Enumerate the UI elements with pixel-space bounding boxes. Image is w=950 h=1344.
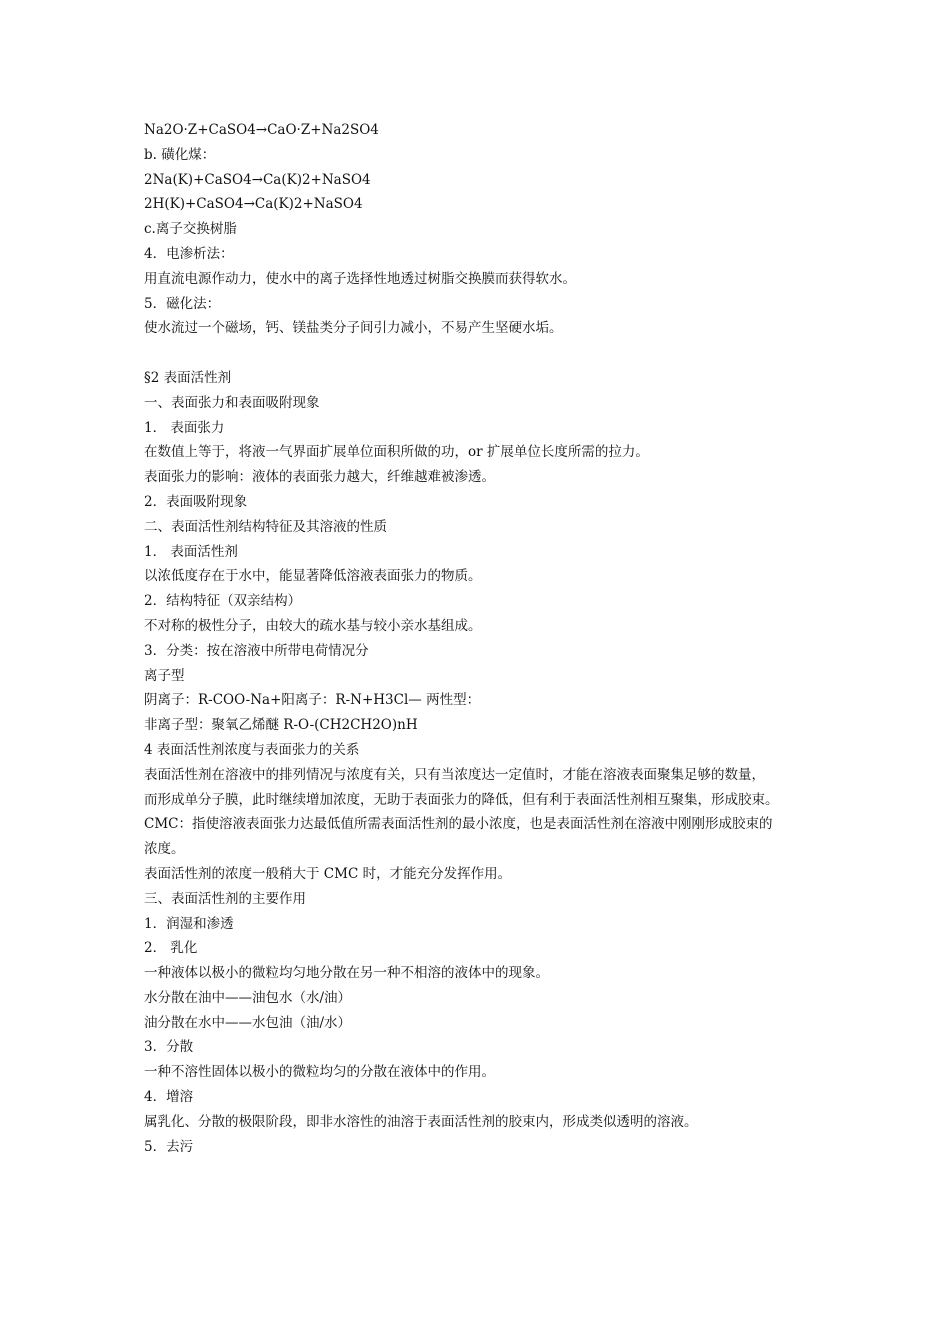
- section-heading: 4．电渗析法：: [144, 245, 234, 262]
- chapter-title: §2 表面活性剂: [144, 369, 232, 386]
- text-line: 浓度。: [144, 841, 185, 858]
- text-line: 表面活性剂的浓度一般稍大于 CMC 时，才能充分发挥作用。: [144, 865, 512, 882]
- subsection-heading: 3．分散: [144, 1039, 194, 1056]
- text-line: 2H(K)+CaSO4→Ca(K)2+NaSO4: [144, 196, 363, 213]
- text-line: 一种不溶性固体以极小的微粒均匀的分散在液体中的作用。: [144, 1064, 495, 1081]
- subsection-heading: 1． 表面活性剂: [144, 543, 238, 560]
- text-line: c.离子交换树脂: [144, 221, 237, 238]
- subsection-heading: 2． 乳化: [144, 940, 198, 957]
- paragraph-gap: [144, 341, 824, 366]
- text-line: 在数值上等于，将液一气界面扩展单位面积所做的功，or 扩展单位长度所需的拉力。: [144, 444, 649, 461]
- text-line: 2Na(K)+CaSO4→Ca(K)2+NaSO4: [144, 171, 371, 188]
- subsection-heading: 2．表面吸附现象: [144, 493, 248, 510]
- section-heading: 三、表面活性剂的主要作用: [144, 890, 306, 907]
- text-line: b. 磺化煤：: [144, 146, 216, 163]
- text-line: 非离子型：聚氧乙烯醚 R-O-(CH2CH2O)nH: [144, 717, 418, 734]
- text-line: 油分散在水中——水包油（油/水）: [144, 1014, 352, 1031]
- text-line: 表面张力的影响：液体的表面张力越大，纤维越难被渗透。: [144, 469, 495, 486]
- subsection-heading: 1．润湿和渗透: [144, 915, 234, 932]
- text-line: 水分散在油中——油包水（水/油）: [144, 989, 352, 1006]
- subsection-heading: 1． 表面张力: [144, 419, 225, 436]
- document-body: [144, 118, 824, 1159]
- text-line: 以浓低度存在于水中，能显著降低溶液表面张力的物质。: [144, 568, 482, 585]
- text-line: 使水流过一个磁场，钙、镁盐类分子间引力减小，不易产生坚硬水垢。: [144, 320, 563, 337]
- text-line: 表面活性剂在溶液中的排列情况与浓度有关，只有当浓度达一定值时，才能在溶液表面聚集足够的数量，: [144, 766, 765, 783]
- text-line: 不对称的极性分子，由较大的疏水基与较小亲水基组成。: [144, 617, 482, 634]
- text-line: 阴离子：R-COO-Na+阳离子：R-N+H3Cl— 两性型：: [144, 692, 481, 709]
- subsection-heading: 4 表面活性剂浓度与表面张力的关系: [144, 741, 360, 758]
- text-line: 而形成单分子膜，此时继续增加浓度，无助于表面张力的降低，但有利于表面活性剂相互聚集，形成胶束。: [144, 791, 779, 808]
- subsection-heading: 3．分类：按在溶液中所带电荷情况分: [144, 642, 369, 659]
- text-line: 属乳化、分散的极限阶段，即非水溶性的油溶于表面活性剂的胶束内，形成类似透明的溶液。: [144, 1113, 698, 1130]
- subsection-heading: 2．结构特征（双亲结构）: [144, 593, 302, 610]
- subsection-heading: 4．增溶: [144, 1089, 194, 1106]
- text-line: CMC：指使溶液表面张力达最低值所需表面活性剂的最小浓度，也是表面活性剂在溶液中刚刚形成胶束的: [144, 816, 773, 833]
- text-line: Na2O·Z+CaSO4→CaO·Z+Na2SO4: [144, 122, 379, 138]
- section-heading: 二、表面活性剂结构特征及其溶液的性质: [144, 518, 387, 535]
- text-line: 一种液体以极小的微粒均匀地分散在另一种不相溶的液体中的现象。: [144, 965, 549, 982]
- section-heading: 5．磁化法：: [144, 295, 221, 312]
- subsection-heading: 5．去污: [144, 1138, 194, 1155]
- text-line: 离子型: [144, 667, 185, 684]
- text-line: 用直流电源作动力，使水中的离子选择性地透过树脂交换膜而获得软水。: [144, 270, 576, 287]
- section-heading: 一、表面张力和表面吸附现象: [144, 394, 320, 411]
